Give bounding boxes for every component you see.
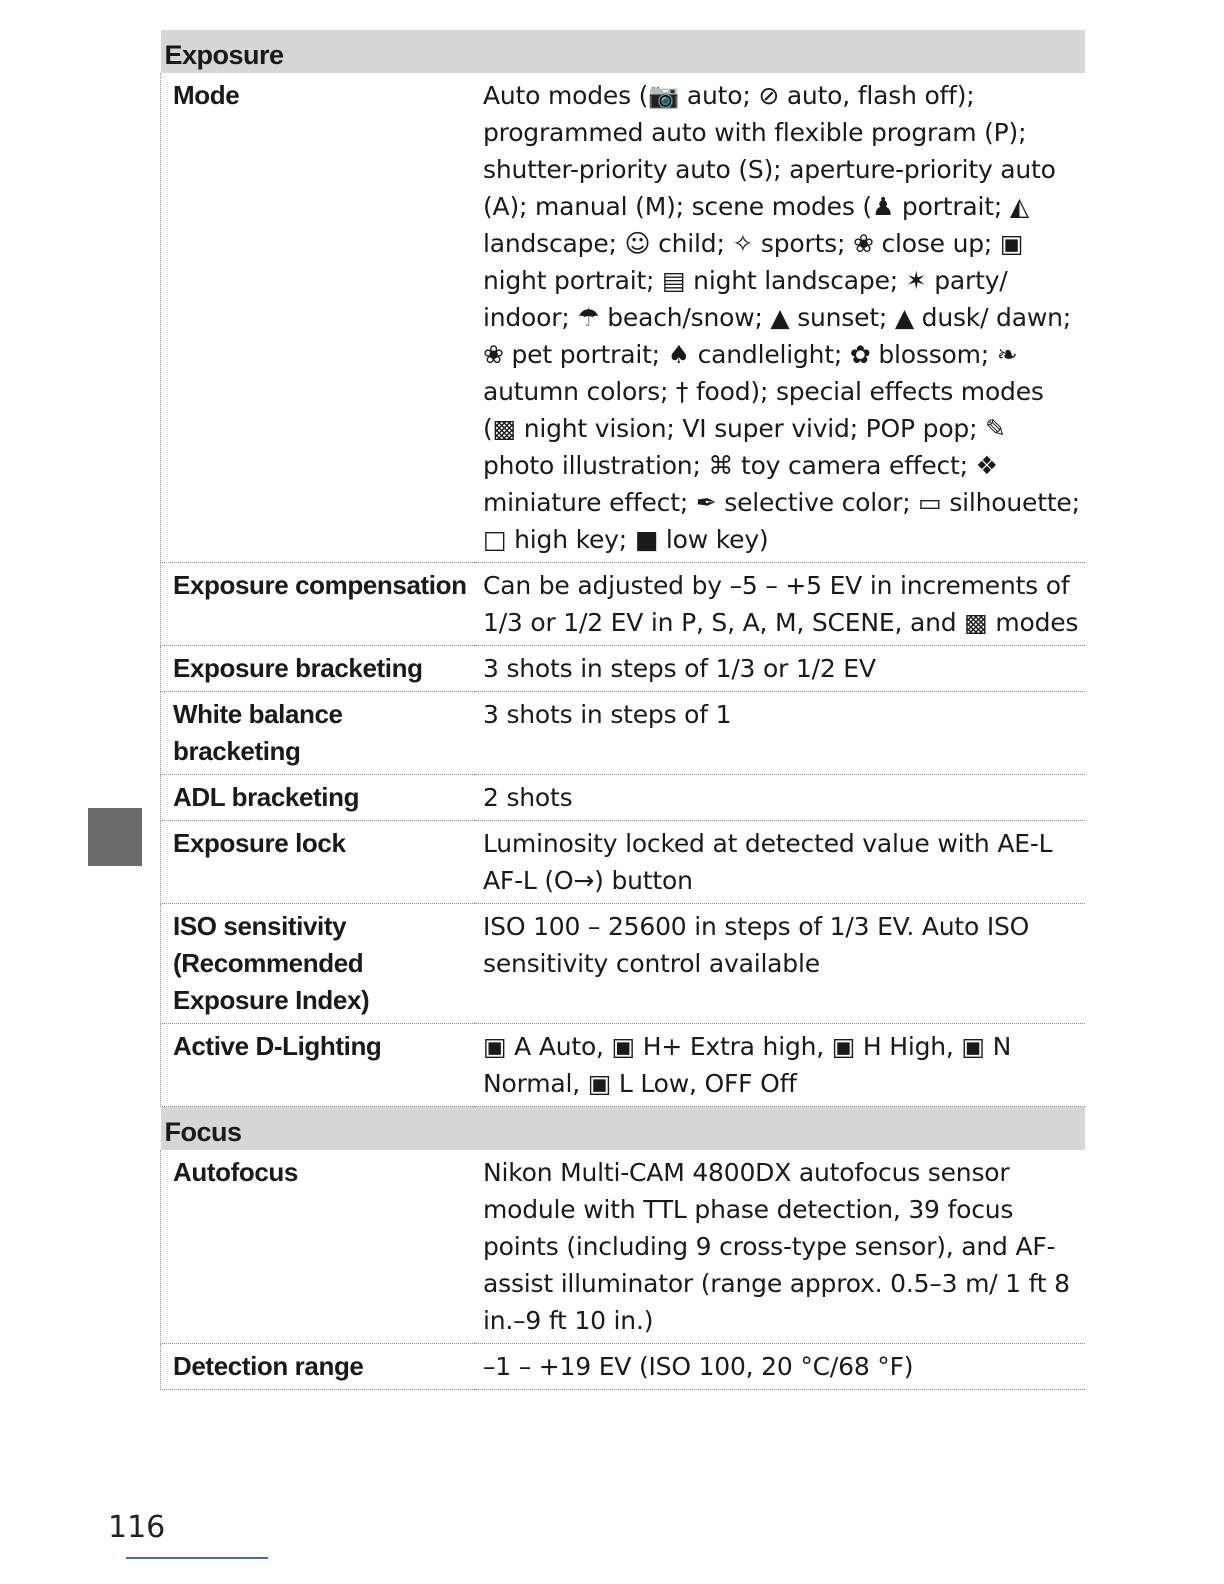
spec-table: [160, 30, 1085, 1390]
spec-label: Detection range: [161, 1344, 476, 1390]
spec-value: ▣ A Auto, ▣ H+ Extra high, ▣ H High, ▣ N Normal, ▣ L Low, OFF Off: [475, 1024, 1085, 1107]
section-header-exposure: [161, 30, 1086, 73]
section-title: Exposure: [164, 40, 284, 70]
spec-row-white-balance-bracketing: [161, 692, 1086, 775]
chapter-tab-marker: [88, 808, 142, 866]
spec-row-exposure-bracketing: [161, 646, 1086, 692]
spec-value: Can be adjusted by –5 – +5 EV in increments of 1/3 or 1/2 EV in P, S, A, M, SCENE, and ▩ modes: [475, 563, 1085, 646]
spec-value: ISO 100 – 25600 in steps of 1/3 EV. Auto ISO sensitivity control available: [475, 904, 1085, 1024]
spec-value: –1 – +19 EV (ISO 100, 20 °C/68 °F): [475, 1344, 1085, 1390]
spec-value: 3 shots in steps of 1: [475, 692, 1085, 775]
spec-row-exposure-compensation: [161, 563, 1086, 646]
spec-label: ADL bracketing: [161, 775, 476, 821]
spec-row-autofocus: [161, 1150, 1086, 1344]
spec-row-adl-bracketing: [161, 775, 1086, 821]
spec-value: 2 shots: [475, 775, 1085, 821]
spec-row-mode: [161, 73, 1086, 563]
spec-label: Exposure bracketing: [161, 646, 476, 692]
spec-value: 3 shots in steps of 1/3 or 1/2 EV: [475, 646, 1085, 692]
section-header-focus: [161, 1107, 1086, 1151]
spec-row-detection-range: [161, 1344, 1086, 1390]
spec-value: Luminosity locked at detected value with AE-L AF-L (O→) button: [475, 821, 1085, 904]
section-title: Focus: [164, 1117, 242, 1147]
spec-row-active-d-lighting: [161, 1024, 1086, 1107]
spec-label: Autofocus: [161, 1150, 476, 1344]
spec-value: Nikon Multi-CAM 4800DX autofocus sensor module with TTL phase detection, 39 focus points (including 9 cross-type sensor), and AF-assist illuminator (range approx. 0.5–3 m/ 1 ft 8 in.–9 ft 10 in.): [475, 1150, 1085, 1344]
page-number: 116: [108, 1510, 166, 1545]
spec-label: Mode: [161, 73, 476, 563]
spec-label: Active D-Lighting: [161, 1024, 476, 1107]
spec-row-exposure-lock: [161, 821, 1086, 904]
spec-value: Auto modes (📷 auto; ⊘ auto, flash off); programmed auto with flexible program (P); shutter-priority auto (S); aperture-priority auto (A); manual (M); scene modes (♟ portrait; ◭ landscape; ☺ child; ✧ sports; ❀ close up; ▣ night portrait; ▤ night landscape; ✶ party/ indoor; ☂ beach/snow; ▲ sunset; ▲ dusk/ dawn; ❀ pet portrait; ♠ candlelight; ✿ blossom; ❧ autumn colors; † food); special effects modes (▩ night vision; VI super vivid; POP pop; ✎ photo illustration; ⌘ toy camera effect; ❖ miniature effect; ✒ selective color; ▭ silhouette; □ high key; ■ low key): [475, 73, 1085, 563]
spec-label: Exposure compensation: [161, 563, 476, 646]
spec-row-iso-sensitivity: [161, 904, 1086, 1024]
spec-label: ISO sensitivity (Recommended Exposure Index): [161, 904, 476, 1024]
spec-label: Exposure lock: [161, 821, 476, 904]
page-number-underline: [126, 1557, 268, 1559]
spec-label: White balance bracketing: [161, 692, 476, 775]
